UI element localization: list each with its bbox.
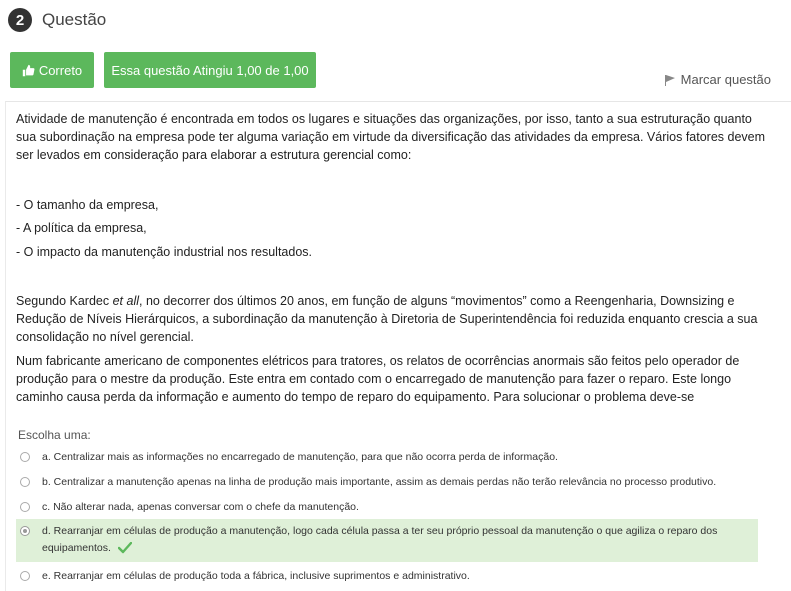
option-c-radio[interactable]	[20, 502, 30, 512]
question-bullet-3: - O impacto da manutenção industrial nos resultados.	[16, 245, 312, 259]
check-icon	[118, 542, 132, 554]
thumbs-up-icon	[22, 64, 35, 77]
grade-status-button	[104, 52, 316, 88]
option-d-radio[interactable]	[20, 526, 30, 536]
grade-label: Essa questão Atingiu 1,00 de 1,00	[111, 62, 309, 78]
question-card	[5, 101, 791, 591]
question-title: Questão	[42, 10, 107, 29]
paragraph-2-start: Segundo Kardec	[16, 294, 113, 308]
option-a[interactable]	[16, 449, 758, 466]
option-e-radio[interactable]	[20, 571, 30, 581]
option-e[interactable]	[16, 568, 758, 585]
option-a-radio[interactable]	[20, 452, 30, 462]
option-c-label: c. Não alterar nada, apenas conversar com o chefe da manutenção.	[42, 501, 359, 513]
question-paragraph-1: Atividade de manutenção é encontrada em todos os lugares e situações das organizações, por isso, tanto a sua estruturação quanto sua subordinação na empresa pode ter alguma variação em virtude da diversificação das atividades da empresa. Vários fatores devem ser levados em consideração para elaborar a estrutura gerencial como:	[16, 112, 766, 162]
option-b-radio[interactable]	[20, 477, 30, 487]
option-d-label: d. Rearranjar em células de produção a manutenção, logo cada célula passa a ter seu próprio pessoal da manutenção o que agiliza o reparo dos equipamentos.	[42, 525, 718, 554]
option-b-label: b. Centralizar a manutenção apenas na linha de produção mais importante, assim as demais perdas não terão relevância no processo produtivo.	[42, 476, 717, 488]
question-bullet-1: - O tamanho da empresa,	[16, 198, 159, 212]
question-header	[8, 8, 106, 32]
question-paragraph-3: Num fabricante americano de componentes elétricos para tratores, os relatos de ocorrências anormais são feitos pelo operador de produção para o mestre da produção. Este entra em contado com o encarregado de manutenção para fazer o reparo. Este longo caminho causa perda da informação e aumento do tempo de reparo do equipamento. Para solucionar o problema deve-se	[16, 354, 740, 404]
flag-question-link[interactable]	[664, 72, 771, 87]
option-d-content	[42, 523, 758, 557]
option-a-label: a. Centralizar mais as informações no encarregado de manutenção, para que não ocorra perda de informação.	[42, 451, 558, 463]
option-b[interactable]	[16, 474, 758, 491]
paragraph-2-end: , no decorrer dos últimos 20 anos, em função de alguns “movimentos” como a Reengenharia, Downsizing e Redução de Níveis Hierárquicos, a subordinação da manutenção à Diretoria de Superintendência foi reduzida enquanto crescia a sua consolidação no nível gerencial.	[16, 294, 758, 344]
question-paragraph-2	[16, 292, 766, 346]
flag-label: Marcar questão	[680, 72, 771, 87]
flag-icon	[664, 74, 676, 86]
question-number-badge: 2	[8, 8, 32, 32]
correct-status-button	[10, 52, 94, 88]
option-c[interactable]	[16, 499, 758, 516]
correct-label: Correto	[38, 62, 83, 78]
question-bullet-2: - A política da empresa,	[16, 221, 147, 235]
paragraph-2-italic: et all	[112, 294, 140, 308]
option-d[interactable]	[16, 519, 758, 562]
option-e-label: e. Rearranjar em células de produção toda a fábrica, inclusive suprimentos e administrativo.	[42, 570, 470, 582]
choose-label: Escolha uma:	[18, 428, 91, 442]
